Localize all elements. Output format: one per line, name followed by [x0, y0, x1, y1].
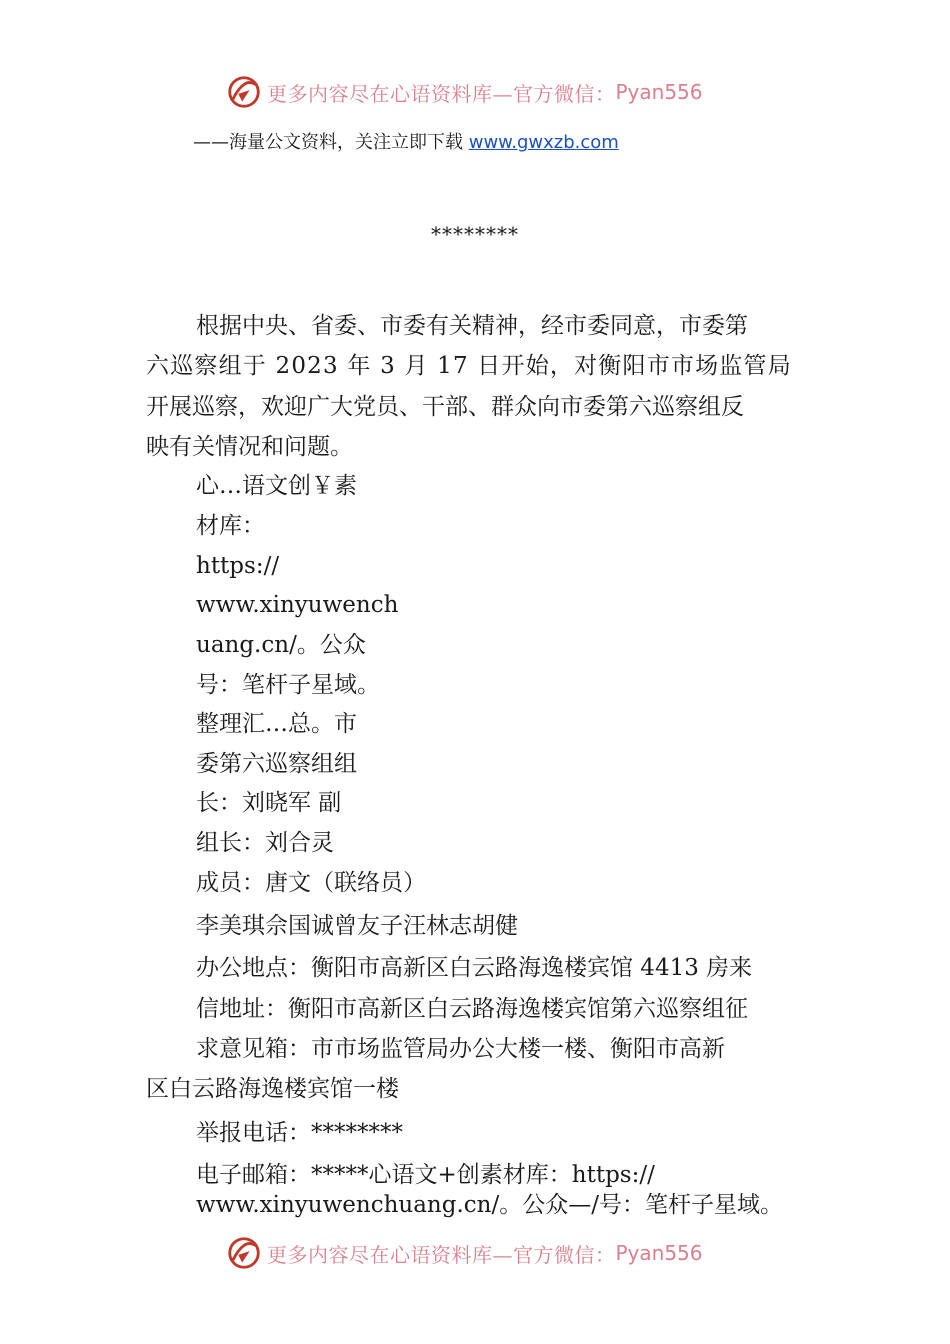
body-line: 心…语文创￥素 [196, 473, 357, 499]
document-title-stars: ******** [431, 222, 519, 246]
body-line: 开展巡察，欢迎广大党员、干部、群众向市委第六巡察组反 [146, 394, 744, 420]
body-line: 整理汇…总。市 [196, 711, 357, 737]
body-line: 材库： [196, 513, 265, 539]
download-line [193, 128, 619, 154]
body-line: 成员：唐文（联络员） [196, 870, 426, 896]
footer-banner [225, 1233, 703, 1273]
download-text: ——海量公文资料，关注立即下载 [193, 132, 469, 153]
logo-icon [225, 73, 263, 111]
body-line: 电子邮箱：*****心语文+创素材库：https:// [196, 1162, 655, 1188]
body-line: 信地址：衡阳市高新区白云路海逸楼宾馆第六巡察组征 [196, 996, 748, 1022]
banner-wechat-id: Pyan556 [615, 80, 703, 104]
body-line: 映有关情况和问题。 [146, 434, 353, 460]
body-line: www.xinyuwenchuang.cn/。公众—/号：笔杆子星域。 [196, 1192, 783, 1218]
body-line: www.xinyuwench [196, 592, 399, 618]
banner-text: 更多内容尽在心语资料库—官方微信： [267, 1242, 616, 1267]
body-line: 区白云路海逸楼宾馆一楼 [146, 1076, 399, 1102]
logo-icon [225, 1234, 263, 1272]
header-banner [225, 72, 703, 112]
body-line: 根据中央、省委、市委有关精神，经市委同意，市委第 [196, 313, 748, 339]
body-line: uang.cn/。公众 [196, 632, 366, 658]
body-line: 委第六巡察组组 [196, 751, 357, 777]
download-link[interactable]: www.gwxzb.com [468, 132, 619, 153]
banner-text: 更多内容尽在心语资料库—官方微信： [267, 81, 616, 106]
banner-wechat-id: Pyan556 [615, 1241, 703, 1265]
body-line: 六巡察组于 2023 年 3 月 17 日开始，对衡阳市市场监管局 [146, 353, 792, 379]
body-line: 李美琪佘国诚曾友子汪林志胡健 [196, 913, 518, 939]
body-line: 号：笔杆子星域。 [196, 672, 380, 698]
body-line: 办公地点：衡阳市高新区白云路海逸楼宾馆 4413 房来 [196, 955, 753, 981]
body-line: 长：刘晓军 副 [196, 790, 342, 816]
body-line: 组长：刘合灵 [196, 830, 334, 856]
body-line: 求意见箱：市市场监管局办公大楼一楼、衡阳市高新 [196, 1036, 725, 1062]
body-line: https:// [196, 553, 280, 579]
body-line: 举报电话：******** [196, 1120, 403, 1146]
